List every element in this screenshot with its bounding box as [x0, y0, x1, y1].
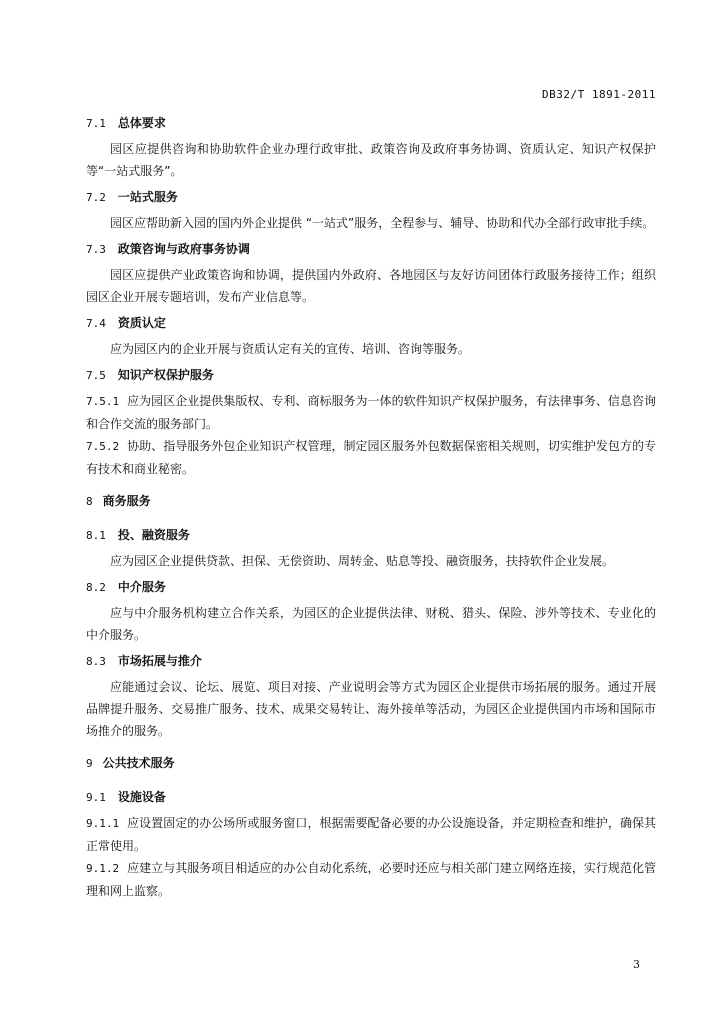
section-title: 政策咨询与政府事务协调: [117, 242, 250, 256]
numbered-clause: [86, 857, 656, 902]
section-heading: [86, 312, 656, 334]
section-title: 总体要求: [117, 116, 166, 130]
clause-text: 协助、指导服务外包企业知识产权管理，制定园区服务外包数据保密相关规则，切实维护发包方的专有技术和商业秘密。: [86, 439, 656, 476]
section-number: 7.2: [86, 191, 106, 204]
section-title: 公共技术服务: [102, 756, 175, 770]
clause-text: 应建立与其服务项目相适应的办公自动化系统，必要时还应与相关部门建立网络连接，实行规范化管理和网上监察。: [86, 861, 656, 898]
section-title: 设施设备: [117, 790, 166, 804]
paragraph: 应能通过会议、论坛、展览、项目对接、产业说明会等方式为园区企业提供市场拓展的服务。通过开展品牌提升服务、交易推广服务、技术、成果交易转让、海外接单等活动，为园区企业提供国内市场和国际市场推介的服务。: [86, 680, 656, 738]
section-title: 商务服务: [102, 494, 151, 508]
section-number: 8.3: [86, 655, 106, 668]
section-number: 7.3: [86, 243, 106, 256]
section-title: 投、融资服务: [117, 528, 190, 542]
section-number: 8.2: [86, 581, 106, 594]
numbered-clause: [86, 390, 656, 435]
clause-text: 应为园区企业提供集版权、专利、商标服务为一体的软件知识产权保护服务，有法律事务、信息咨询和合作交流的服务部门。: [86, 394, 656, 431]
section-title: 资质认定: [117, 316, 166, 330]
paragraph: 应与中介服务机构建立合作关系，为园区的企业提供法律、财税、猎头、保险、涉外等技术、专业化的中介服务。: [86, 606, 656, 642]
section-heading: [86, 238, 656, 260]
section-number: 7.1: [86, 117, 106, 130]
clause-text: 应设置固定的办公场所或服务窗口，根据需要配备必要的办公设施设备，并定期检查和维护，确保其正常使用。: [86, 816, 656, 853]
section-heading: [86, 752, 656, 774]
section-number: 8.1: [86, 529, 106, 542]
section-heading: [86, 786, 656, 808]
section-title: 知识产权保护服务: [117, 368, 214, 382]
paragraph: 应为园区企业提供贷款、担保、无偿资助、周转金、贴息等投、融资服务，扶持软件企业发展。: [110, 554, 615, 568]
numbered-clause: [86, 435, 656, 480]
section-title: 市场拓展与推介: [117, 654, 202, 668]
section-heading: [86, 650, 656, 672]
section-number: 9.1: [86, 791, 106, 804]
paragraph: 应为园区内的企业开展与资质认定有关的宣传、培训、咨询等服务。: [110, 342, 471, 356]
section-number: 7.4: [86, 317, 106, 330]
section-number: 7.5: [86, 369, 106, 382]
section-number: 9: [86, 757, 93, 770]
paragraph: 园区应提供咨询和协助软件企业办理行政审批、政策咨询及政府事务协调、资质认定、知识产权保护等“一站式服务”。: [86, 142, 656, 178]
section-heading: [86, 524, 656, 546]
numbered-clause: [86, 812, 656, 857]
section-heading: [86, 186, 656, 208]
paragraph: 园区应帮助新入园的国内外企业提供 “一站式”服务，全程参与、辅导、协助和代办全部行政审批手续。: [110, 216, 655, 230]
document-body: [86, 108, 656, 902]
clause-number: 9.1.2: [86, 862, 120, 875]
clause-number: 9.1.1: [86, 817, 120, 830]
clause-number: 7.5.1: [86, 395, 120, 408]
page-number: 3: [633, 958, 640, 971]
section-number: 8: [86, 495, 93, 508]
clause-number: 7.5.2: [86, 440, 120, 453]
section-heading: [86, 364, 656, 386]
section-heading: [86, 576, 656, 598]
section-heading: [86, 490, 656, 512]
document-code: DB32/T 1891-2011: [542, 88, 656, 101]
section-title: 一站式服务: [117, 190, 178, 204]
section-heading: [86, 112, 656, 134]
paragraph: 园区应提供产业政策咨询和协调，提供国内外政府、各地园区与友好访问团体行政服务接待工作；组织园区企业开展专题培训，发布产业信息等。: [86, 268, 656, 304]
section-title: 中介服务: [117, 580, 166, 594]
